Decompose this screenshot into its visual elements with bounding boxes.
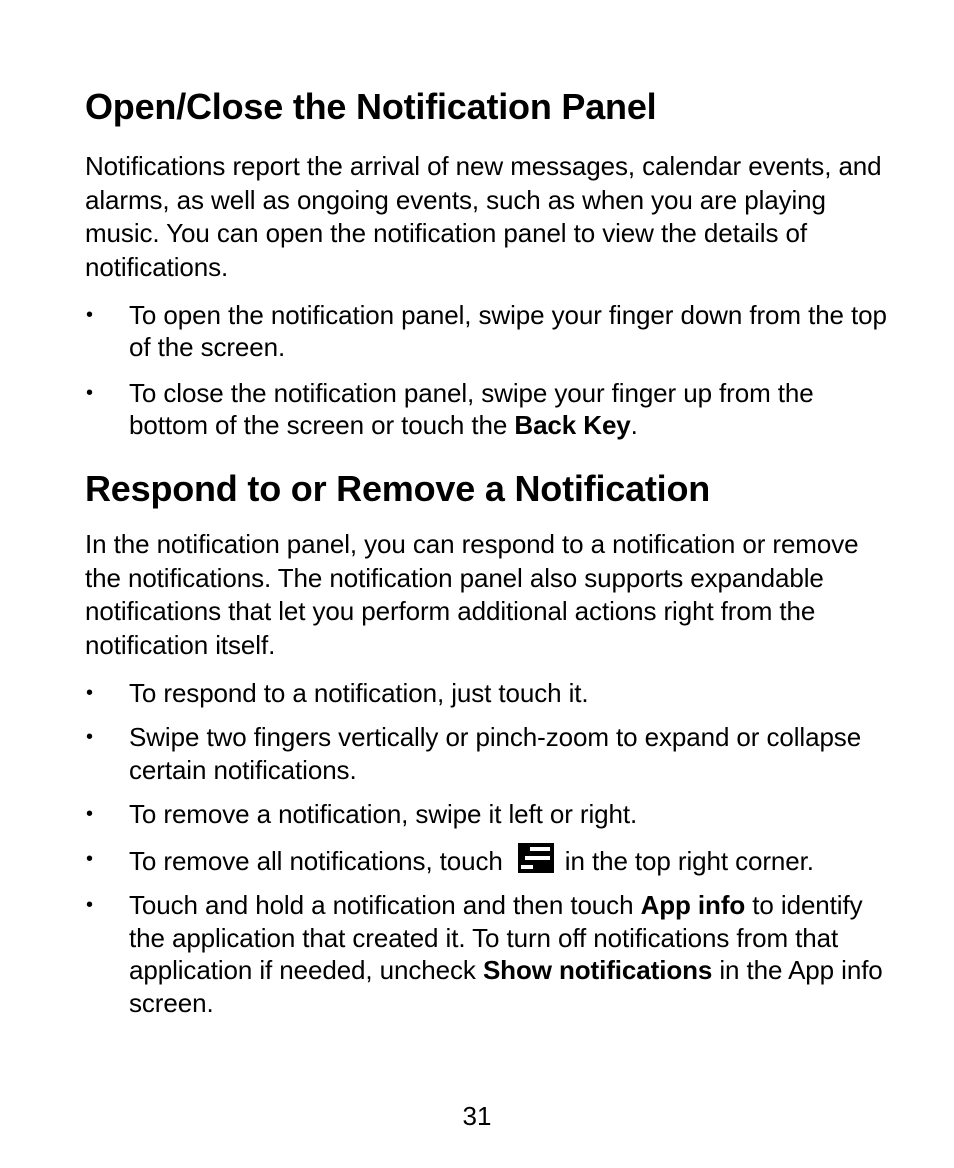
list-item-text: Swipe two fingers vertically or pinch-zoom to expand or collapse certain notifications. <box>129 722 862 785</box>
bullet-marker: • <box>86 681 93 704</box>
list-item-text: To remove all notifications, touch <box>129 845 503 876</box>
section-intro-paragraph: Notifications report the arrival of new messages, calendar events, and alarms, as well as ongoing events, such as when you are playing music. You can open the notification panel to view the details of notifications. <box>85 151 882 283</box>
list-item-text: To respond to a notification, just touch it. <box>129 677 589 708</box>
bullet-list <box>85 299 895 442</box>
list-item-text: in the top right corner. <box>564 845 814 876</box>
list-item <box>85 798 895 831</box>
list-item-text: to identify the application that created it. To turn off notifications from that application if needed, uncheck <box>129 890 863 986</box>
list-item-text: To open the notification panel, swipe your finger down from the top of the screen. <box>129 299 887 363</box>
bullet-marker: • <box>86 847 93 870</box>
bullet-marker: • <box>86 894 93 917</box>
list-item <box>85 721 895 786</box>
section-intro-paragraph: In the notification panel, you can respond to a notification or remove the notifications. The notification panel also supports expandable notifications that let you perform additional actions right from the notification itself. <box>85 528 859 660</box>
document-page <box>85 82 895 1019</box>
clear-all-icon <box>517 843 555 873</box>
bold-term-back-key: Back Key <box>514 410 631 441</box>
list-item-text: To remove a notification, swipe it left or right. <box>129 799 638 830</box>
bullet-marker: • <box>86 803 93 826</box>
list-item-text: in the App info screen. <box>129 955 883 1018</box>
list-item-text: Touch and hold a notification and then touch <box>129 890 641 921</box>
bullet-marker: • <box>86 303 93 326</box>
bullet-marker: • <box>86 726 93 749</box>
list-item-text: To close the notification panel, swipe your finger up from the bottom of the screen or touch the <box>129 377 814 441</box>
list-item <box>85 377 895 442</box>
bold-term-show-notifications: Show notifications <box>482 955 713 986</box>
list-item <box>85 677 895 710</box>
bullet-list <box>85 677 895 1020</box>
list-item-text: . <box>630 410 638 441</box>
bold-term-app-info: App info <box>640 890 746 921</box>
list-item <box>85 843 895 878</box>
bullet-marker: • <box>86 381 93 404</box>
section-heading-respond-remove: Respond to or Remove a Notification <box>85 467 711 509</box>
section-heading-open-close: Open/Close the Notification Panel <box>85 86 657 127</box>
page-number: 31 <box>462 1101 492 1131</box>
list-item <box>85 299 895 364</box>
list-item <box>85 889 895 1019</box>
